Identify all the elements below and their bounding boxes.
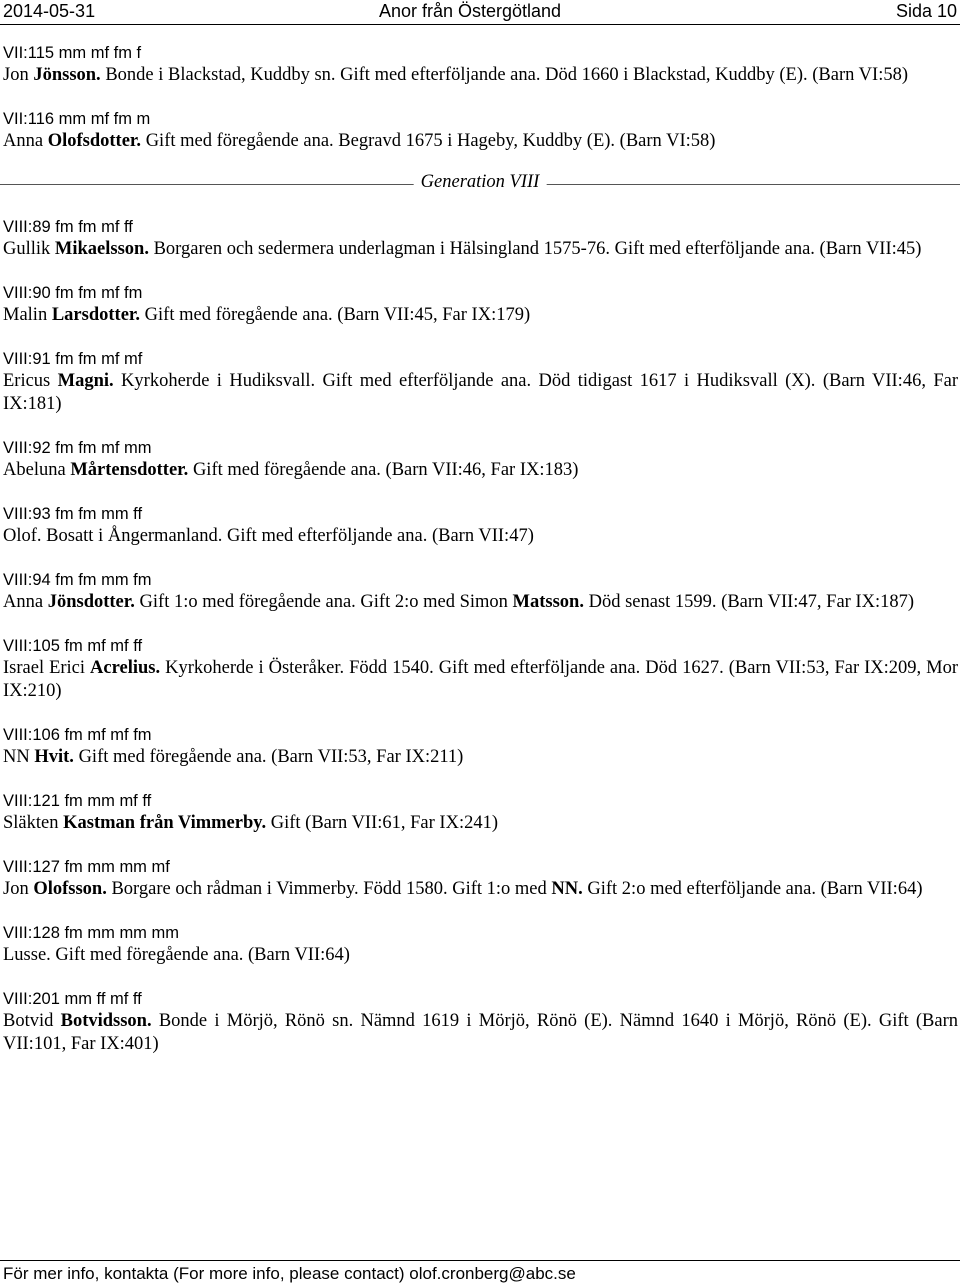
ancestor-code: VII:115 mm mf fm f xyxy=(3,44,142,62)
ancestor-description xyxy=(3,370,958,416)
description-text: Gift 2:o med efterföljande ana. (Barn VII:64) xyxy=(582,879,923,899)
surname-text: Hvit. xyxy=(34,747,74,767)
description-text: Ericus xyxy=(3,371,58,391)
ancestor-description xyxy=(3,591,958,614)
surname-text: NN. xyxy=(551,879,583,899)
header-date: 2014-05-31 xyxy=(3,1,96,21)
ancestor-entry xyxy=(3,437,958,482)
surname-text: Jönsson. xyxy=(33,65,101,85)
generation-heading: Generation VIII xyxy=(414,172,547,193)
description-text: Gift med föregående ana. Begravd 1675 i Hageby, Kuddby (E). (Barn VI:58) xyxy=(141,131,716,151)
ancestor-code: VIII:127 fm mm mm mf xyxy=(3,858,170,876)
ancestor-description xyxy=(3,944,958,967)
description-text: Gullik xyxy=(3,239,55,259)
footer-contact: För mer info, kontakta (For more info, please contact) olof.cronberg@abc.se xyxy=(3,1264,576,1283)
ancestor-entry xyxy=(3,503,958,548)
ancestor-code: VIII:128 fm mm mm mm xyxy=(3,924,180,942)
ancestor-entry xyxy=(3,42,958,87)
ancestor-code: VIII:93 fm fm mm ff xyxy=(3,505,143,523)
ancestor-description xyxy=(3,64,958,87)
ancestor-code: VIII:91 fm fm mf mf xyxy=(3,350,143,368)
description-text: Gift med föregående ana. (Barn VII:45, Far IX:179) xyxy=(140,305,531,325)
ancestor-entry xyxy=(3,282,958,327)
description-text: Död senast 1599. (Barn VII:47, Far IX:187) xyxy=(583,592,915,612)
description-text: Botvid xyxy=(3,1011,61,1031)
ancestor-entry xyxy=(3,988,958,1056)
description-text: Gift (Barn VII:61, Far IX:241) xyxy=(266,813,499,833)
ancestor-description xyxy=(3,238,958,261)
ancestor-entry xyxy=(3,724,958,769)
page-content xyxy=(3,42,958,1077)
surname-text: Olofsdotter. xyxy=(47,131,142,151)
ancestor-description xyxy=(3,459,958,482)
ancestor-code: VIII:121 fm mm mf ff xyxy=(3,792,152,810)
ancestor-code: VIII:89 fm fm mf ff xyxy=(3,218,133,236)
surname-text: Larsdotter. xyxy=(51,305,141,325)
description-text: Anna xyxy=(3,592,48,612)
surname-text: Mårtensdotter. xyxy=(70,460,189,480)
ancestor-description xyxy=(3,657,958,703)
ancestor-code: VIII:94 fm fm mm fm xyxy=(3,571,152,589)
ancestor-code: VII:116 mm mf fm m xyxy=(3,110,151,128)
surname-text: Jönsdotter. xyxy=(47,592,135,612)
ancestor-code: VIII:105 fm mf mf ff xyxy=(3,637,143,655)
ancestor-description xyxy=(3,878,958,901)
ancestor-description xyxy=(3,130,958,153)
page-header xyxy=(0,0,960,25)
ancestor-description xyxy=(3,525,958,548)
description-text: Bonde i Blackstad, Kuddby sn. Gift med efterföljande ana. Död 1660 i Blackstad, Kuddby (E). (Barn VI:58) xyxy=(100,65,909,85)
description-text: Lusse. Gift med föregående ana. (Barn VII:64) xyxy=(3,945,350,965)
description-text: Jon xyxy=(3,879,34,899)
ancestor-entry xyxy=(3,790,958,835)
ancestor-code: VIII:106 fm mf mf fm xyxy=(3,726,152,744)
header-title: Anor från Östergötland xyxy=(378,1,562,21)
header-page-number: Sida 10 xyxy=(895,1,957,21)
ancestor-entry xyxy=(3,216,958,261)
entry-list xyxy=(3,216,958,1056)
description-text: Olof. Bosatt i Ångermanland. Gift med efterföljande ana. (Barn VII:47) xyxy=(3,526,534,546)
ancestor-description xyxy=(3,812,958,835)
description-text: Gift med föregående ana. (Barn VII:46, Far IX:183) xyxy=(188,460,579,480)
ancestor-entry xyxy=(3,348,958,416)
description-text: Borgare och rådman i Vimmerby. Född 1580. Gift 1:o med xyxy=(106,879,552,899)
ancestor-code: VIII:90 fm fm mf fm xyxy=(3,284,143,302)
ancestor-entry xyxy=(3,108,958,153)
description-text: Kyrkoherde i Hudiksvall. Gift med efterföljande ana. Död tidigast 1617 i Hudiksvall (X). (Barn VII:46, Far IX:181) xyxy=(3,371,958,414)
ancestor-entry xyxy=(3,922,958,967)
description-text: Abeluna xyxy=(3,460,71,480)
ancestor-description xyxy=(3,1010,958,1056)
ancestor-code: VIII:201 mm ff mf ff xyxy=(3,990,142,1008)
surname-text: Magni. xyxy=(57,371,114,391)
description-text: Jon xyxy=(3,65,34,85)
ancestor-description xyxy=(3,304,958,327)
description-text: Malin xyxy=(3,305,52,325)
description-text: NN xyxy=(3,747,35,767)
page-footer xyxy=(0,1260,960,1286)
surname-text: Mikaelsson. xyxy=(54,239,149,259)
surname-text: Botvidsson. xyxy=(60,1011,152,1031)
description-text: Kyrkoherde i Österåker. Född 1540. Gift med efterföljande ana. Död 1627. (Barn VII:53, Far IX:209, Mor IX:210) xyxy=(3,658,958,701)
generation-divider xyxy=(0,174,960,194)
ancestor-description xyxy=(3,746,958,769)
description-text: Borgaren och sedermera underlagman i Hälsingland 1575-76. Gift med efterföljande ana. (Barn VII:45) xyxy=(148,239,922,259)
surname-text: Olofsson. xyxy=(33,879,107,899)
description-text: Gift med föregående ana. (Barn VII:53, Far IX:211) xyxy=(73,747,464,767)
description-text: Gift 1:o med föregående ana. Gift 2:o med Simon xyxy=(134,592,513,612)
ancestor-entry xyxy=(3,569,958,614)
entry-list-top xyxy=(3,42,958,153)
surname-text: Kastman från Vimmerby. xyxy=(63,813,267,833)
description-text: Anna xyxy=(3,131,48,151)
surname-text: Acrelius. xyxy=(90,658,161,678)
ancestor-code: VIII:92 fm fm mf mm xyxy=(3,439,152,457)
description-text: Israel Erici xyxy=(3,658,91,678)
description-text: Släkten xyxy=(3,813,64,833)
ancestor-entry xyxy=(3,635,958,703)
ancestor-entry xyxy=(3,856,958,901)
surname-text: Matsson. xyxy=(512,592,584,612)
description-text: Bonde i Mörjö, Rönö sn. Nämnd 1619 i Mörjö, Rönö (E). Nämnd 1640 i Mörjö, Rönö (E). Gift (Barn VII:101, Far IX:401) xyxy=(3,1011,958,1054)
